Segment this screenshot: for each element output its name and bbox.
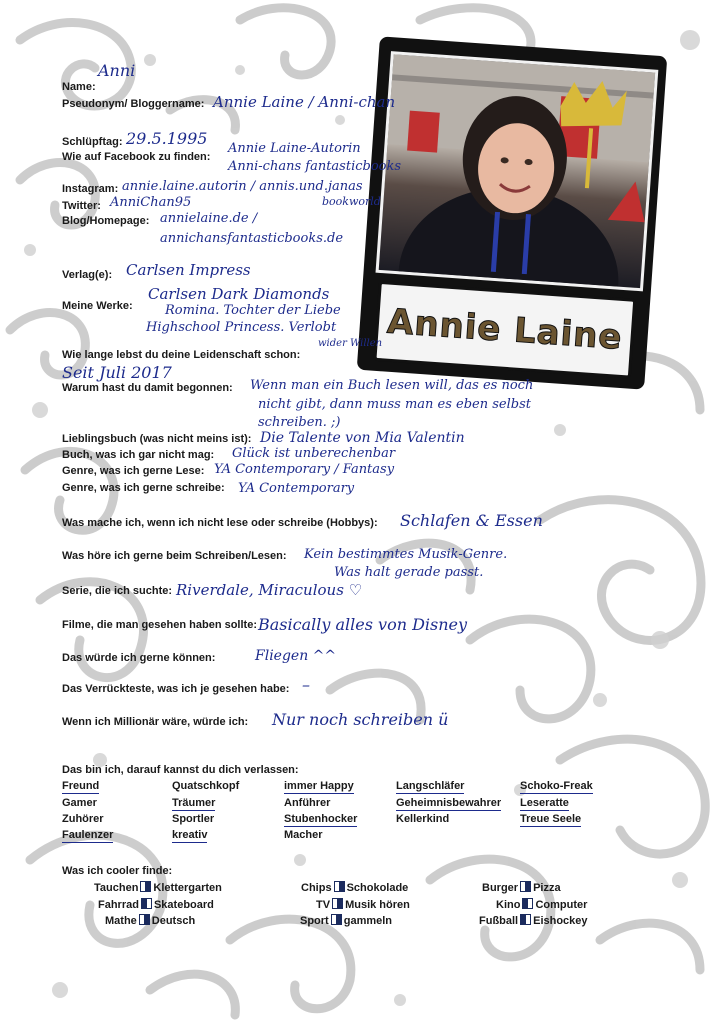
cooler-left: TV [316,899,331,911]
name-plate-text: Annie Laine [385,301,624,358]
cooler-left: Chips [301,882,332,894]
trait-item: Leseratte [520,797,569,809]
works-value-line2: Highschool Princess. Verlobt [146,320,337,335]
trait-item: Zuhörer [62,813,104,825]
why-started-line3: schreiben. ;) [258,415,341,430]
profile-photo [376,51,659,291]
blog-value-line2: annichansfantasticbooks.de [160,231,344,246]
name-label: Name: [62,81,96,93]
millionaire-value: Nur noch schreiben ü [272,710,449,729]
series-value: Riverdale, Miraculous ♡ [176,581,363,599]
name-plate [373,281,636,379]
choice-checkbox[interactable] [332,898,343,909]
twitter-label: Twitter: [62,200,101,212]
movies-value: Basically alles von Disney [258,615,468,634]
disliked-book-value: Glück ist unberechenbar [232,446,396,461]
choice-checkbox[interactable] [334,881,345,892]
cooler-right: Computer [535,899,588,911]
trait-item: Macher [284,829,323,841]
facebook-value-line2: Anni-chans fantasticbooks [228,159,402,174]
cooler-right: gammeln [343,915,393,927]
instagram-value: annie.laine.autorin / annis.und.janas [122,179,363,194]
cooler-right: Schokolade [346,882,409,894]
cooler-left: Kino [496,899,521,911]
trait-item: Stubenhocker [284,813,358,825]
facebook-label: Wie auf Facebook zu finden: [62,151,211,163]
cooler-right: Klettergarten [153,882,222,894]
millionaire-label: Wenn ich Millionär wäre, würde ich: [62,716,249,728]
cooler-left: Sport [300,915,329,927]
name-value: Anni [98,61,136,80]
series-label: Serie, die ich suchte: [62,585,173,597]
trait-item: Gamer [62,797,97,809]
cooler-left: Burger [482,882,519,894]
cooler-left: Tauchen [94,882,139,894]
choice-checkbox[interactable] [520,881,531,892]
trait-item: Sportler [172,813,215,825]
trait-item: Treue Seele [520,813,582,825]
choice-checkbox[interactable] [141,898,152,909]
traits-title: Das bin ich, darauf kannst du dich verlassen: [62,764,299,776]
trait-item: Träumer [172,797,216,809]
wish-skill-value: Fliegen ^^ [255,648,337,664]
trait-item: Freund [62,780,100,792]
music-value-line2: Was halt gerade passt. [334,565,484,580]
cooler-pair [482,881,561,894]
cooler-pair [496,898,587,911]
disliked-book-label: Buch, was ich gar nicht mag: [62,449,215,461]
hobbies-label: Was mache ich, wenn ich nicht lese oder schreibe (Hobbys): [62,517,378,529]
cooler-right: Skateboard [153,899,214,911]
cooler-pair [316,898,410,911]
trait-item: Anführer [284,797,331,809]
cooler-pair [300,914,392,927]
cooler-right: Deutsch [151,915,196,927]
cooler-pair [301,881,408,894]
why-started-label: Warum hast du damit begonnen: [62,382,233,394]
twitter-value: AnniChan95 [110,195,192,210]
trait-item: Kellerkind [396,813,450,825]
genre-write-value: YA Contemporary [238,481,355,496]
choice-checkbox[interactable] [522,898,533,909]
trait-item: immer Happy [284,780,354,792]
favorite-book-value: Die Talente von Mia Valentin [260,430,465,446]
genre-read-value: YA Contemporary / Fantasy [214,462,395,477]
cooler-pair [479,914,588,927]
choice-checkbox[interactable] [520,914,531,925]
works-value-extra: wider Willen [318,338,383,349]
why-started-line1: Wenn man ein Buch lesen will, das es noch [250,378,534,393]
instagram-label: Instagram: [62,183,119,195]
trait-item: Langschläfer [396,780,465,792]
works-value-line1: Romina. Tochter der Liebe [165,303,341,318]
publisher-value-line1: Carlsen Impress [126,261,251,279]
birthday-value: 29.5.1995 [126,129,208,148]
choice-checkbox[interactable] [139,914,150,925]
genre-read-label: Genre, was ich gerne Lese: [62,465,205,477]
music-label: Was höre ich gerne beim Schreiben/Lesen: [62,550,287,562]
cooler-right: Pizza [533,882,561,894]
movies-label: Filme, die man gesehen haben sollte: [62,619,257,631]
passion-since-label: Wie lange lebst du deine Leidenschaft schon: [62,349,301,361]
blog-label: Blog/Homepage: [62,215,150,227]
cooler-right: Eishockey [533,915,588,927]
trait-item: Quatschkopf [172,780,240,792]
pseudonym-label: Pseudonym/ Bloggername: [62,98,205,110]
blog-value-line1: annielaine.de / [160,211,258,226]
trait-item: Schoko-Freak [520,780,593,792]
publisher-label: Verlag(e): [62,269,113,281]
works-label: Meine Werke: [62,300,133,312]
hobbies-value: Schlafen & Essen [400,511,543,530]
trait-item: Faulenzer [62,829,114,841]
cooler-pair [98,898,214,911]
publisher-value-line2: Carlsen Dark Diamonds [148,285,330,303]
choice-checkbox[interactable] [331,914,342,925]
facebook-value-line1: Annie Laine-Autorin [228,141,361,156]
instagram-value-extra: bookworld [322,195,381,208]
cooler-title: Was ich cooler finde: [62,865,173,877]
craziest-value: – [302,675,310,694]
author-photo-illustration [379,54,655,288]
music-value-line1: Kein bestimmtes Musik-Genre. [304,547,508,562]
cooler-right: Musik hören [345,899,410,911]
choice-checkbox[interactable] [140,881,151,892]
pseudonym-value: Annie Laine / Anni-chan [213,93,396,111]
cooler-pair [94,881,222,894]
why-started-line2: nicht gibt, dann muss man es eben selbst [258,397,531,412]
profile-photo-frame [357,36,668,389]
passion-since-value: Seit Juli 2017 [62,363,172,382]
birthday-label: Schlüpftag: [62,136,123,148]
wish-skill-label: Das würde ich gerne können: [62,652,216,664]
trait-item: kreativ [172,829,208,841]
genre-write-label: Genre, was ich gerne schreibe: [62,482,225,494]
cooler-left: Fahrrad [98,899,139,911]
cooler-left: Fußball [479,915,519,927]
trait-item: Geheimnisbewahrer [396,797,502,809]
cooler-left: Mathe [105,915,137,927]
cooler-pair [105,914,195,927]
favorite-book-label: Lieblingsbuch (was nicht meins ist): [62,433,252,445]
craziest-label: Das Verrückteste, was ich je gesehen habe: [62,683,290,695]
